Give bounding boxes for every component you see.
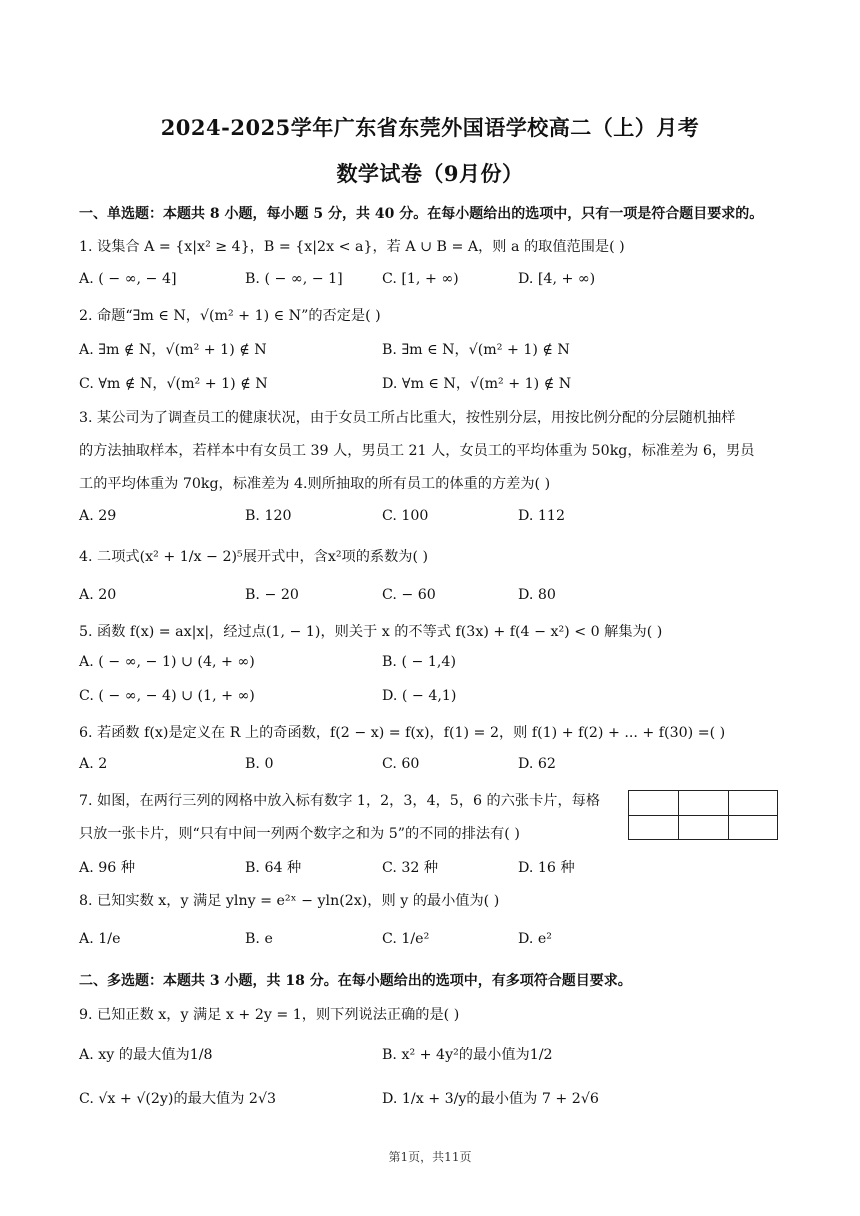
- question-9-option-a: A. xy 的最大值为1/8: [79, 1047, 213, 1063]
- question-3-option-d: D. 112: [518, 508, 565, 524]
- question-5-stem: 5. 函数 f(x) = ax|x|，经过点(1, − 1)，则关于 x 的不等式 f(3x) + f(4 − x²) < 0 解集为( ): [79, 624, 663, 640]
- grid-divider: [629, 815, 777, 816]
- question-5-option-d: D. ( − 4,1): [382, 688, 457, 704]
- question-4-option-d: D. 80: [518, 587, 556, 603]
- question-6-option-b: B. 0: [245, 756, 274, 772]
- question-7-option-c: C. 32 种: [382, 860, 439, 876]
- question-9-stem: 9. 已知正数 x，y 满足 x + 2y = 1，则下列说法正确的是( ): [79, 1007, 460, 1023]
- question-7-line-2: 只放一张卡片，则“只有中间一列两个数字之和为 5”的不同的排法有( ): [79, 826, 520, 842]
- question-4-stem: 4. 二项式(x² + 1/x − 2)⁵展开式中，含x²项的系数为( ): [79, 549, 429, 565]
- question-4-option-c: C. − 60: [382, 587, 436, 603]
- question-1-option-c: C. [1, + ∞): [382, 271, 459, 287]
- question-6-option-d: D. 62: [518, 756, 556, 772]
- question-9-option-d: D. 1/x + 3/y的最小值为 7 + 2√6: [382, 1091, 599, 1107]
- question-7-option-d: D. 16 种: [518, 860, 575, 876]
- card-grid-figure: [628, 790, 778, 840]
- question-3-line-1: 3. 某公司为了调查员工的健康状况，由于女员工所占比重大，按性别分层，用按比例分配的分层随机抽样: [79, 410, 736, 426]
- question-2-option-a: A. ∃m ∉ N，√(m² + 1) ∉ N: [79, 342, 267, 358]
- exam-title: 2024-2025学年广东省东莞外国语学校高二（上）月考: [160, 115, 700, 140]
- question-8-option-a: A. 1/e: [79, 931, 121, 947]
- exam-subtitle: 数学试卷（9月份）: [336, 161, 524, 186]
- question-7-option-a: A. 96 种: [79, 860, 136, 876]
- question-6-option-a: A. 2: [79, 756, 108, 772]
- question-3-option-a: A. 29: [79, 508, 117, 524]
- question-8-option-c: C. 1/e²: [382, 931, 430, 947]
- question-5-option-b: B. ( − 1,4): [382, 654, 456, 670]
- question-8-option-d: D. e²: [518, 931, 552, 947]
- question-4-option-a: A. 20: [79, 587, 117, 603]
- question-1-stem: 1. 设集合 A = {x|x² ≥ 4}，B = {x|2x < a}，若 A ∪ B = A，则 a 的取值范围是( ): [79, 239, 625, 255]
- question-3-option-b: B. 120: [245, 508, 292, 524]
- question-8-stem: 8. 已知实数 x，y 满足 ylny = e²ˣ − yln(2x)，则 y 的最小值为( ): [79, 893, 500, 909]
- section-heading-multiple-choice: 二、多选题：本题共 3 小题，共 18 分。在每小题给出的选项中，有多项符合题目要求。: [79, 973, 632, 989]
- question-3-option-c: C. 100: [382, 508, 429, 524]
- question-6-option-c: C. 60: [382, 756, 420, 772]
- question-8-option-b: B. e: [245, 931, 273, 947]
- question-1-option-b: B. ( − ∞, − 1]: [245, 271, 343, 287]
- section-heading-single-choice: 一、单选题：本题共 8 小题，每小题 5 分，共 40 分。在每小题给出的选项中，只有一项是符合题目要求的。: [79, 206, 764, 222]
- question-7-option-b: B. 64 种: [245, 860, 302, 876]
- question-4-option-b: B. − 20: [245, 587, 299, 603]
- question-5-option-c: C. ( − ∞, − 4) ∪ (1, + ∞): [79, 688, 255, 704]
- question-1-option-d: D. [4, + ∞): [518, 271, 596, 287]
- question-9-option-c: C. √x + √(2y)的最大值为 2√3: [79, 1091, 277, 1107]
- question-9-option-b: B. x² + 4y²的最小值为1/2: [382, 1047, 553, 1063]
- question-3-line-2: 的方法抽取样本，若样本中有女员工 39 人，男员工 21 人，女员工的平均体重为 50kg，标准差为 6，男员: [79, 443, 755, 459]
- question-1-option-a: A. ( − ∞, − 4]: [79, 271, 177, 287]
- question-2-option-c: C. ∀m ∉ N，√(m² + 1) ∉ N: [79, 376, 268, 392]
- page-footer: 第1页，共11页: [388, 1150, 472, 1164]
- question-7-line-1: 7. 如图，在两行三列的网格中放入标有数字 1，2，3，4，5，6 的六张卡片，每格: [79, 793, 601, 809]
- question-5-option-a: A. ( − ∞, − 1) ∪ (4, + ∞): [79, 654, 255, 670]
- question-2-stem: 2. 命题“∃m ∈ N，√(m² + 1) ∈ N”的否定是( ): [79, 308, 381, 324]
- question-6-stem: 6. 若函数 f(x)是定义在 R 上的奇函数，f(2 − x) = f(x)，f(1) = 2，则 f(1) + f(2) + ... + f(30) =( ): [79, 725, 726, 741]
- question-2-option-b: B. ∃m ∈ N，√(m² + 1) ∉ N: [382, 342, 570, 358]
- question-3-line-3: 工的平均体重为 70kg，标准差为 4.则所抽取的所有员工的体重的方差为( ): [79, 476, 551, 492]
- question-2-option-d: D. ∀m ∈ N，√(m² + 1) ∉ N: [382, 376, 572, 392]
